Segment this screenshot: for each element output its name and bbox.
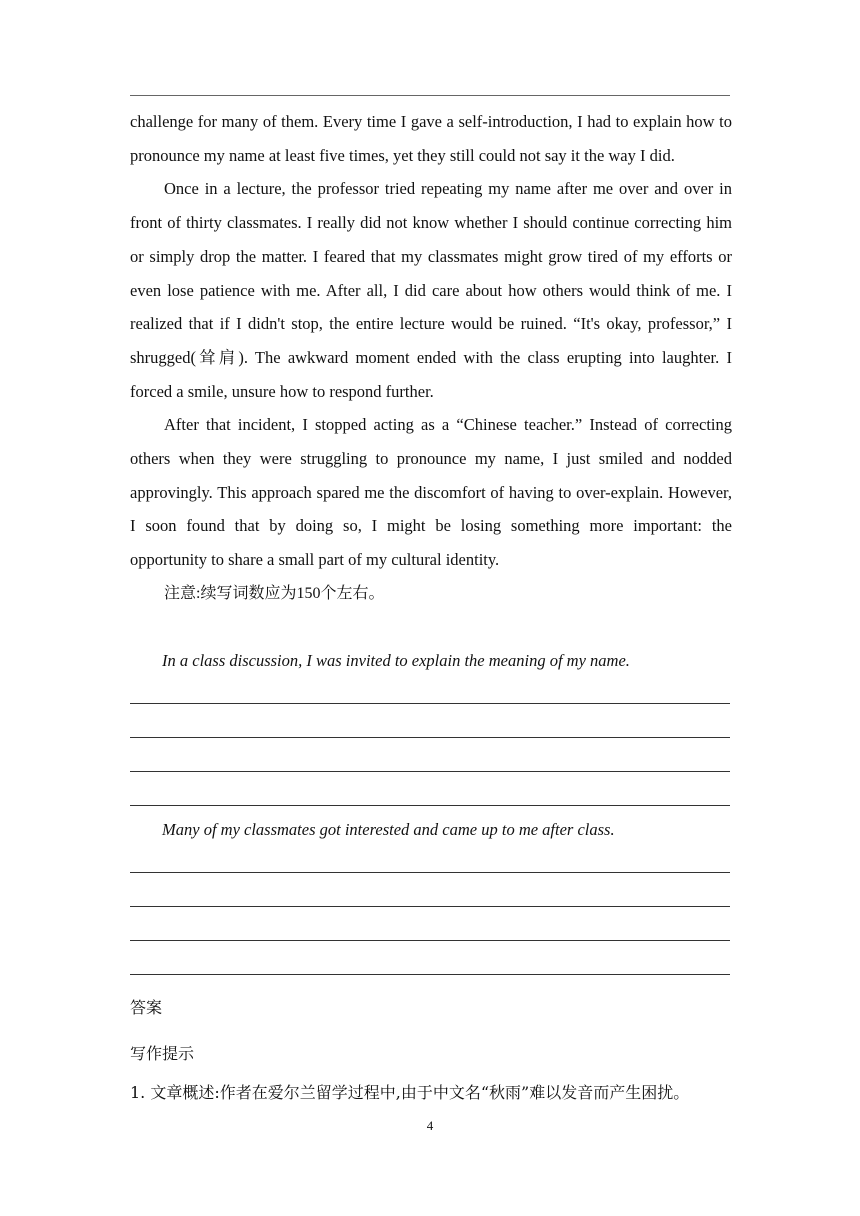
writing-line[interactable] xyxy=(130,737,730,738)
hint-item-1: 1. 文章概述:作者在爱尔兰留学过程中,由于中文名“秋雨”难以发音而产生困扰。 xyxy=(130,1083,690,1102)
answer-heading: 答案 xyxy=(130,998,163,1017)
writing-line[interactable] xyxy=(130,805,730,806)
hint-heading: 写作提示 xyxy=(130,1044,195,1063)
writing-line[interactable] xyxy=(130,974,730,975)
continuation-prompt-1: In a class discussion, I was invited to explain the meaning of my name. xyxy=(162,651,630,670)
paragraph-1: challenge for many of them. Every time I gave a self-introduction, I had to explain how to pronounce my name at least five times, yet they still could not say it the way I did. xyxy=(130,112,732,165)
writing-line[interactable] xyxy=(130,771,730,772)
paragraph-2: Once in a lecture, the professor tried repeating my name after me over and over in front of thirty classmates. I really did not know whether I should continue correcting him or simply drop the matter. I feared that my classmates might grow tired of my efforts or even lose patience with me. After all, I did care about how others would think of me. I realized that if I didn't stop, the entire lecture would be ruined. “It's okay, professor,” I shrugged(耸肩). The awkward moment ended with the class erupting into laughter. I forced a smile, unsure how to respond further. xyxy=(130,179,732,401)
continuation-prompt-2: Many of my classmates got interested and came up to me after class. xyxy=(162,820,615,839)
page-number: 4 xyxy=(426,1118,434,1133)
header-rule xyxy=(130,95,730,96)
writing-line[interactable] xyxy=(130,940,730,941)
writing-line[interactable] xyxy=(130,906,730,907)
passage-body xyxy=(130,105,732,611)
writing-line[interactable] xyxy=(130,703,730,704)
writing-line[interactable] xyxy=(130,872,730,873)
paragraph-3: After that incident, I stopped acting as a “Chinese teacher.” Instead of correcting others when they were struggling to pronounce my name, I just smiled and nodded approvingly. This approach spared me the discomfort of having to over-explain. However, I soon found that by doing so, I might be losing something more important: the opportunity to share a small part of my cultural identity. xyxy=(130,415,732,570)
word-count-note: 注意:续写词数应为150个左右。 xyxy=(164,584,385,602)
